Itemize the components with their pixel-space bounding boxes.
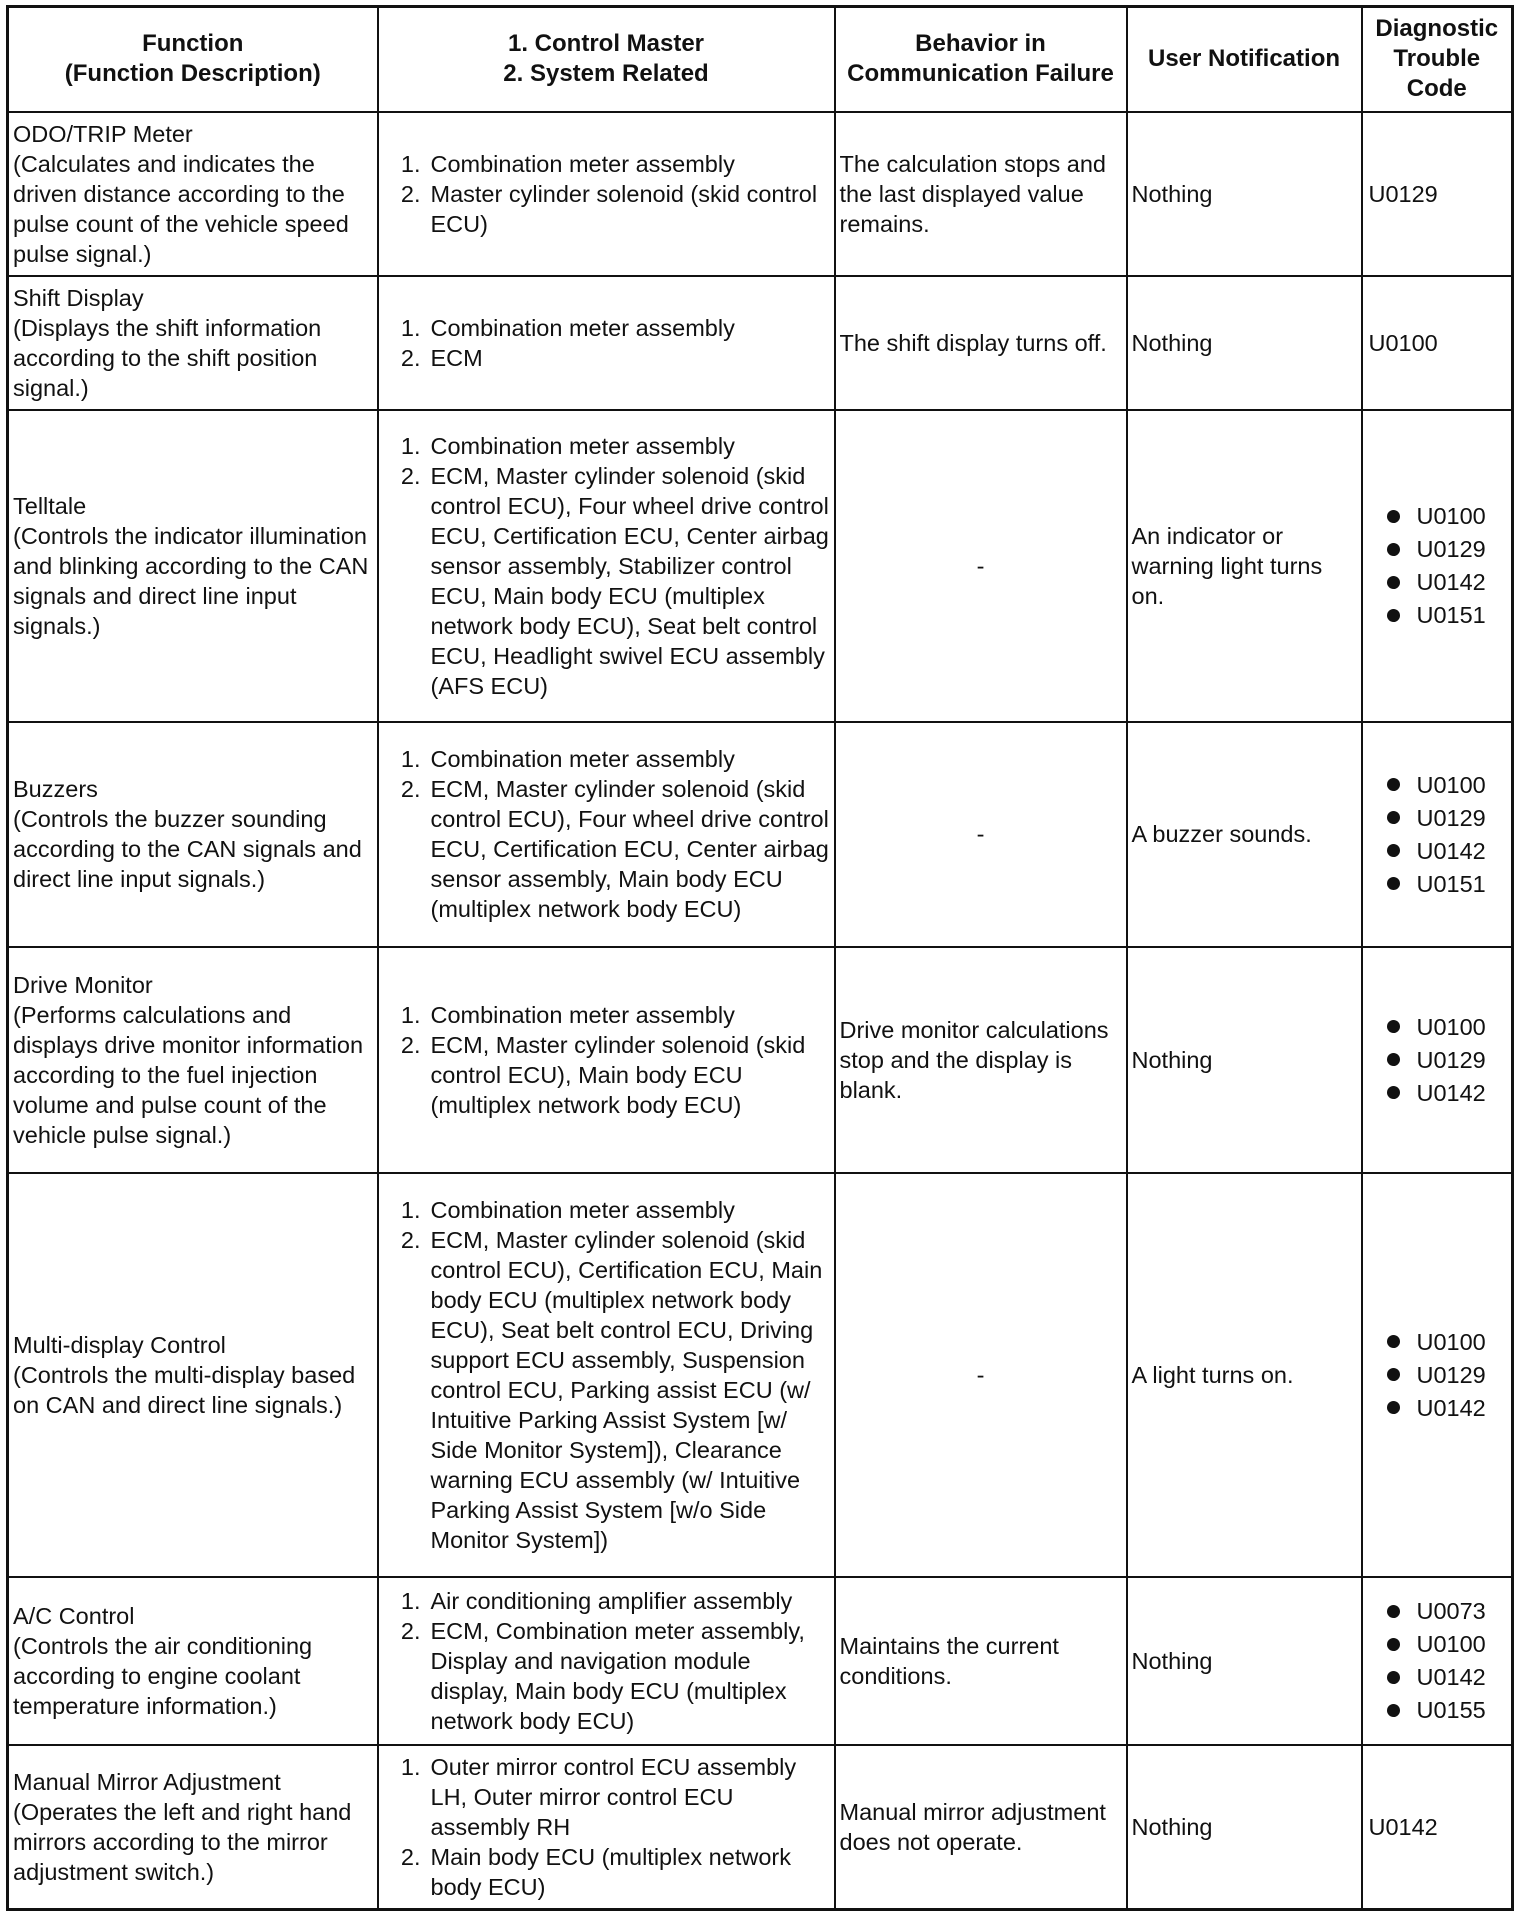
system-related-item: 2. ECM, Master cylinder solenoid (skid control ECU), Main body ECU (multiplex network body ECU) [400,1031,806,1118]
bullet-icon [1387,877,1400,890]
dtc-cell [1362,722,1513,947]
dtc-item: U0100 [1367,500,1508,533]
table-row [8,1745,1513,1910]
dtc-cell [1362,410,1513,722]
notification-cell: Nothing [1127,1745,1362,1910]
function-cell [8,276,378,410]
table-row [8,947,1513,1173]
bullet-icon [1387,1638,1400,1651]
system-related-item: 2. ECM [400,344,483,371]
behavior-cell: Drive monitor calculations stop and the display is blank. [835,947,1127,1173]
bullet-icon [1387,1020,1400,1033]
dtc-item: U0129 [1367,533,1508,566]
dtc-cell: U0129 [1362,112,1513,276]
function-name: Drive Monitor [13,971,153,998]
bullet-icon [1387,1053,1400,1066]
function-name: Multi-display Control [13,1331,226,1358]
function-description: (Controls the buzzer sounding according to the CAN signals and direct line input signals.) [13,806,362,892]
control-master-item: 1. Combination meter assembly [400,432,735,459]
bullet-icon [1387,844,1400,857]
bullet-icon [1387,543,1400,556]
dtc-item: U0129 [1367,801,1508,834]
system-related-item: 2. ECM, Master cylinder solenoid (skid control ECU), Four wheel drive control ECU, Certification ECU, Center airbag sensor assembly, Main body ECU (multiplex network body ECU) [400,776,829,922]
control-master-cell [378,722,835,947]
control-master-item: 1. Combination meter assembly [400,1001,735,1028]
notification-cell: Nothing [1127,112,1362,276]
dtc-item: U0100 [1367,1325,1508,1358]
header-control-master: 1. Control Master 2. System Related [378,7,835,112]
notification-cell: Nothing [1127,1577,1362,1745]
function-description: (Controls the multi-display based on CAN and direct line signals.) [13,1361,356,1418]
control-master-cell [378,276,835,410]
header-function: Function (Function Description) [8,7,378,112]
table-row [8,1173,1513,1577]
table-row [8,276,1513,410]
control-master-cell [378,112,835,276]
system-related-item: 2. ECM, Master cylinder solenoid (skid control ECU), Certification ECU, Main body ECU (multiplex network body ECU), Seat belt control ECU, Driving support ECU assembly, Suspension control ECU, Parking assist ECU (w/ Intuitive Parking Assist System [w/ Side Monitor System]), Clearance warning ECU assembly (w/ Intuitive Parking Assist System [w/o Side Monitor System]) [400,1226,823,1553]
dtc-cell [1362,1173,1513,1577]
notification-cell: A buzzer sounds. [1127,722,1362,947]
behavior-cell: The calculation stops and the last displayed value remains. [835,112,1127,276]
behavior-cell: - [835,722,1127,947]
table-row [8,410,1513,722]
function-name: ODO/TRIP Meter [13,120,193,147]
function-description: (Controls the indicator illumination and blinking according to the CAN signals and direct line input signals.) [13,522,369,639]
function-cell [8,947,378,1173]
control-master-item: 1. Combination meter assembly [400,150,735,177]
dtc-item: U0129 [1367,1358,1508,1391]
dtc-item: U0100 [1367,1628,1508,1661]
system-related-item: 2. Main body ECU (multiplex network body ECU) [400,1843,791,1900]
document-page [6,5,1511,1911]
bullet-icon [1387,1401,1400,1414]
function-name: Shift Display [13,284,144,311]
bullet-icon [1387,1335,1400,1348]
dtc-item: U0142 [1367,1391,1508,1424]
function-cell [8,722,378,947]
dtc-item: U0100 [1367,1010,1508,1043]
control-master-cell [378,1173,835,1577]
control-master-item: 1. Combination meter assembly [400,1196,735,1223]
control-master-cell [378,947,835,1173]
control-master-cell [378,1577,835,1745]
notification-cell: A light turns on. [1127,1173,1362,1577]
function-cell [8,112,378,276]
table-row [8,1577,1513,1745]
dtc-item: U0142 [1367,1076,1508,1109]
function-cell [8,410,378,722]
function-cell [8,1173,378,1577]
function-cell [8,1577,378,1745]
dtc-item: U0155 [1367,1694,1508,1727]
control-master-item: 1. Combination meter assembly [400,746,735,772]
dtc-item: U0142 [1367,1661,1508,1694]
table-row [8,722,1513,947]
bullet-icon [1387,778,1400,791]
dtc-cell: U0100 [1362,276,1513,410]
dtc-cell [1362,947,1513,1173]
bullet-icon [1387,1671,1400,1684]
bullet-icon [1387,1605,1400,1618]
bullet-icon [1387,576,1400,589]
function-name: Telltale [13,492,87,519]
behavior-cell: The shift display turns off. [835,276,1127,410]
system-related-item: 2. Master cylinder solenoid (skid control ECU) [400,180,818,237]
dtc-item: U0151 [1367,867,1508,900]
table-row [8,112,1513,276]
bullet-icon [1387,510,1400,523]
notification-cell: Nothing [1127,947,1362,1173]
bullet-icon [1387,609,1400,622]
bullet-icon [1387,811,1400,824]
notification-cell: Nothing [1127,276,1362,410]
dtc-item: U0073 [1367,1595,1508,1628]
dtc-item: U0151 [1367,599,1508,632]
behavior-cell: Maintains the current conditions. [835,1577,1127,1745]
header-user-notification: User Notification [1127,7,1362,112]
header-row [8,7,1513,112]
function-name: A/C Control [13,1602,135,1629]
control-master-item: 1. Combination meter assembly [400,314,735,341]
system-related-item: 2. ECM, Master cylinder solenoid (skid control ECU), Four wheel drive control ECU, Certification ECU, Center airbag sensor assembly, Stabilizer control ECU, Main body ECU (multiplex network body ECU), Seat belt control ECU, Headlight swivel ECU assembly (AFS ECU) [400,462,829,699]
bullet-icon [1387,1704,1400,1717]
function-description: (Calculates and indicates the driven distance according to the pulse count of the vehicle speed pulse signal.) [13,150,349,267]
behavior-cell: - [835,1173,1127,1577]
dtc-cell: U0142 [1362,1745,1513,1910]
system-related-item: 2. ECM, Combination meter assembly, Display and navigation module display, Main body ECU (multiplex network body ECU) [400,1617,805,1734]
function-description: (Controls the air conditioning according to engine coolant temperature information.) [13,1632,313,1719]
behavior-cell: - [835,410,1127,722]
header-dtc: Diagnostic Trouble Code [1362,7,1513,112]
notification-cell: An indicator or warning light turns on. [1127,410,1362,722]
function-name: Buzzers [13,776,98,802]
control-master-item: 1. Air conditioning amplifier assembly [400,1587,793,1614]
bullet-icon [1387,1368,1400,1381]
function-description: (Displays the shift information according to the shift position signal.) [13,314,322,401]
dtc-item: U0129 [1367,1043,1508,1076]
dtc-item: U0142 [1367,834,1508,867]
function-description: (Operates the left and right hand mirrors according to the mirror adjustment switch.) [13,1798,352,1885]
function-description: (Performs calculations and displays drive monitor information according to the fuel injection volume and pulse count of the vehicle pulse signal.) [13,1001,364,1148]
dtc-cell [1362,1577,1513,1745]
function-table [6,5,1514,1911]
behavior-cell: Manual mirror adjustment does not operate. [835,1745,1127,1910]
dtc-item: U0142 [1367,566,1508,599]
control-master-cell [378,1745,835,1910]
control-master-cell [378,410,835,722]
bullet-icon [1387,1086,1400,1099]
function-name: Manual Mirror Adjustment [13,1768,281,1795]
control-master-item: 1. Outer mirror control ECU assembly LH, Outer mirror control ECU assembly RH [400,1753,797,1840]
dtc-item: U0100 [1367,768,1508,801]
function-cell [8,1745,378,1910]
header-behavior: Behavior in Communication Failure [835,7,1127,112]
